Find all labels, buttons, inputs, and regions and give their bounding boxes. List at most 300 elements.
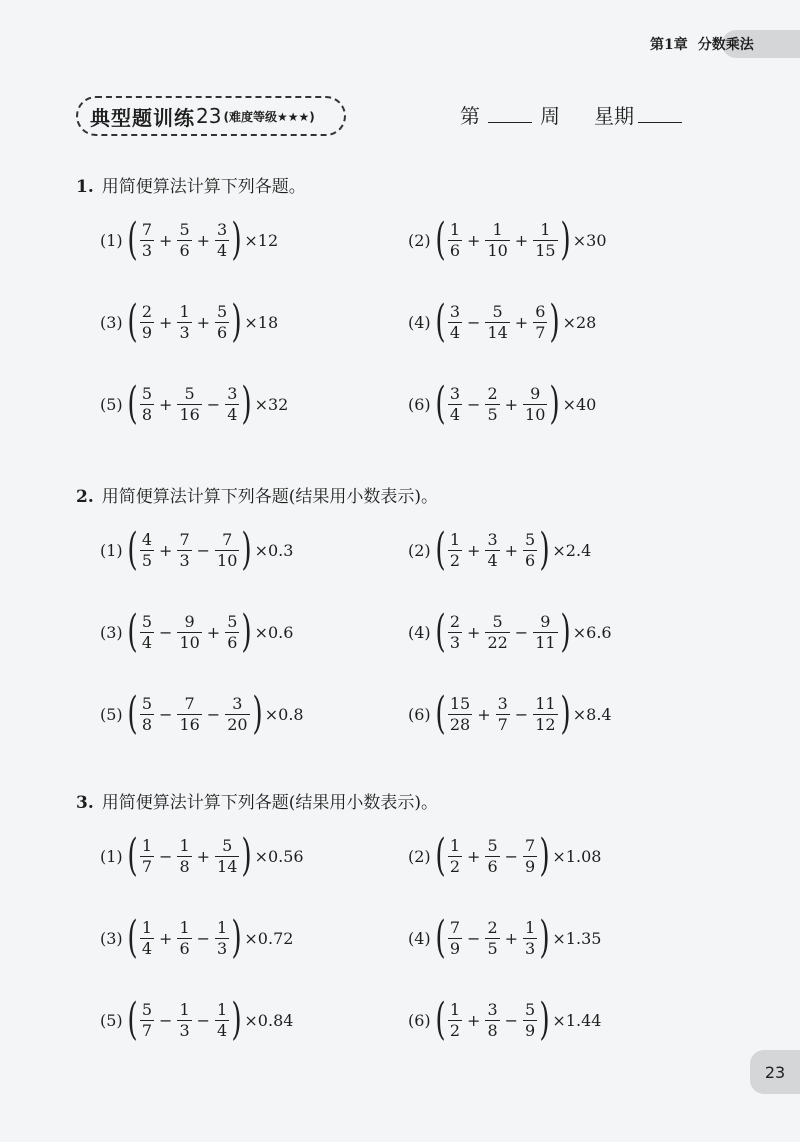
problem-label: (6) — [408, 704, 431, 724]
problem-label: (3) — [100, 928, 123, 948]
right-paren: ) — [241, 378, 253, 429]
numerator: 1 — [179, 999, 190, 1019]
numerator: 7 — [179, 529, 190, 549]
problem-item — [100, 525, 293, 575]
fraction — [140, 693, 154, 734]
numerator: 1 — [492, 219, 503, 239]
numerator: 1 — [141, 835, 153, 855]
left-paren: ( — [435, 912, 446, 963]
numerator: 1 — [179, 301, 190, 321]
denominator: 4 — [217, 1020, 228, 1040]
problem-label: (2) — [408, 846, 431, 866]
problem-item — [408, 607, 612, 657]
weekday-blank — [638, 102, 682, 123]
fraction — [177, 835, 191, 876]
question-text: 用简便算法计算下列各题(结果用小数表示)。 — [101, 487, 439, 507]
operator: + — [504, 928, 519, 948]
multiplier: ×1.35 — [552, 928, 602, 948]
denominator: 16 — [179, 404, 200, 424]
denominator: 7 — [497, 714, 508, 734]
multiplier: ×0.84 — [244, 1010, 294, 1030]
fraction — [533, 611, 557, 652]
operator: − — [159, 622, 173, 642]
operator: − — [196, 540, 211, 560]
chapter-label: 第1章 — [650, 37, 688, 53]
denominator: 4 — [449, 322, 461, 342]
problem-label: (4) — [408, 622, 431, 642]
numerator: 3 — [227, 383, 238, 403]
fraction — [523, 529, 537, 570]
numerator: 2 — [487, 917, 498, 937]
denominator: 2 — [449, 550, 461, 570]
multiplier: ×1.08 — [552, 846, 602, 866]
question-heading — [76, 788, 438, 813]
problem-label: (5) — [100, 704, 123, 724]
denominator: 10 — [179, 632, 200, 652]
problem-label: (6) — [408, 394, 431, 414]
multiplier: ×0.56 — [254, 846, 304, 866]
right-paren: ) — [241, 524, 253, 575]
operator: − — [467, 312, 481, 332]
section-label: 分数乘法 — [697, 37, 754, 53]
problem-item — [408, 379, 596, 429]
right-paren: ) — [539, 524, 550, 575]
denominator: 9 — [141, 322, 153, 342]
problem-label: (6) — [408, 1010, 431, 1030]
fraction — [448, 529, 462, 570]
problem-item — [408, 297, 596, 347]
fraction — [140, 529, 154, 570]
operator: + — [467, 230, 481, 250]
denominator: 2 — [449, 856, 461, 876]
denominator: 28 — [449, 714, 471, 734]
fraction — [533, 693, 557, 734]
numerator: 3 — [449, 301, 461, 321]
fraction — [177, 917, 191, 958]
operator: + — [514, 230, 529, 250]
problem-item — [100, 689, 304, 739]
problem-item — [408, 525, 591, 575]
numerator: 1 — [179, 835, 190, 855]
problem-label: (4) — [408, 928, 431, 948]
multiplier: ×40 — [562, 394, 597, 414]
denominator: 7 — [141, 1020, 153, 1040]
problem-item — [100, 379, 288, 429]
multiplier: ×0.72 — [244, 928, 294, 948]
denominator: 8 — [487, 1020, 498, 1040]
fraction — [448, 693, 472, 734]
week-blank — [488, 102, 532, 123]
question-number: 2. — [76, 487, 94, 507]
fraction — [485, 301, 509, 342]
denominator: 10 — [487, 240, 508, 260]
fraction — [140, 383, 154, 424]
numerator: 4 — [141, 529, 153, 549]
multiplier: ×32 — [254, 394, 289, 414]
fraction — [485, 917, 499, 958]
page-number: 23 — [750, 1050, 800, 1094]
denominator: 6 — [449, 240, 461, 260]
fraction — [448, 301, 462, 342]
numerator: 5 — [492, 301, 503, 321]
operator: − — [159, 846, 173, 866]
problem-label: (2) — [408, 540, 431, 560]
fraction — [448, 219, 462, 260]
fraction — [496, 693, 510, 734]
denominator: 10 — [525, 404, 546, 424]
numerator: 3 — [497, 693, 508, 713]
numerator: 1 — [449, 999, 461, 1019]
left-paren: ( — [435, 688, 446, 739]
problem-label: (3) — [100, 312, 123, 332]
denominator: 4 — [141, 938, 153, 958]
denominator: 9 — [449, 938, 461, 958]
difficulty-level: (难度等级★★★) — [223, 109, 315, 124]
problem-label: (1) — [100, 846, 123, 866]
numerator: 5 — [141, 693, 153, 713]
fraction — [533, 219, 557, 260]
numerator: 3 — [487, 529, 498, 549]
numerator: 5 — [141, 999, 153, 1019]
multiplier: ×30 — [572, 230, 607, 250]
fraction — [225, 693, 249, 734]
numerator: 5 — [179, 219, 190, 239]
denominator: 8 — [179, 856, 190, 876]
fraction — [448, 835, 462, 876]
exercise-number: 23 — [196, 104, 222, 128]
problem-item — [100, 607, 293, 657]
numerator: 5 — [217, 301, 228, 321]
numerator: 7 — [184, 693, 195, 713]
fraction — [225, 611, 239, 652]
problem-item — [100, 215, 278, 265]
numerator: 7 — [141, 219, 153, 239]
fraction — [215, 219, 229, 260]
numerator: 2 — [449, 611, 461, 631]
exercise-title-box — [76, 96, 346, 136]
fraction — [523, 835, 537, 876]
fraction — [140, 611, 154, 652]
operator: + — [159, 394, 173, 414]
denominator: 16 — [179, 714, 200, 734]
fraction — [177, 301, 191, 342]
denominator: 4 — [449, 404, 461, 424]
operator: − — [467, 928, 481, 948]
problem-item — [100, 831, 304, 881]
fraction — [448, 999, 462, 1040]
numerator: 1 — [449, 529, 461, 549]
denominator: 6 — [217, 322, 228, 342]
right-paren: ) — [549, 296, 561, 347]
problem-item — [100, 297, 278, 347]
right-paren: ) — [251, 688, 263, 739]
problem-label: (1) — [100, 540, 123, 560]
fraction — [140, 917, 154, 958]
fraction — [177, 383, 201, 424]
multiplier: ×2.4 — [552, 540, 592, 560]
numerator: 5 — [487, 835, 498, 855]
multiplier: ×18 — [244, 312, 279, 332]
multiplier: ×8.4 — [572, 704, 612, 724]
numerator: 5 — [525, 529, 536, 549]
numerator: 5 — [184, 383, 195, 403]
denominator: 9 — [525, 856, 536, 876]
numerator: 1 — [525, 917, 536, 937]
fraction — [448, 383, 462, 424]
denominator: 14 — [487, 322, 508, 342]
denominator: 4 — [487, 550, 498, 570]
operator: + — [514, 312, 529, 332]
numerator: 9 — [530, 383, 541, 403]
question-heading — [76, 482, 438, 507]
denominator: 10 — [217, 550, 238, 570]
numerator: 5 — [492, 611, 503, 631]
operator: − — [504, 846, 519, 866]
fraction — [485, 835, 499, 876]
chapter-header — [610, 30, 800, 58]
operator: − — [206, 704, 221, 724]
operator: + — [467, 622, 481, 642]
numerator: 7 — [222, 529, 233, 549]
left-paren: ( — [127, 524, 138, 575]
numerator: 7 — [525, 835, 536, 855]
denominator: 22 — [487, 632, 508, 652]
operator: + — [196, 230, 211, 250]
denominator: 3 — [449, 632, 461, 652]
operator: + — [467, 540, 481, 560]
multiplier: ×6.6 — [572, 622, 612, 642]
operator: + — [504, 394, 519, 414]
denominator: 6 — [179, 240, 190, 260]
operator: − — [467, 394, 481, 414]
operator: − — [206, 394, 221, 414]
operator: − — [514, 622, 529, 642]
operator: − — [196, 1010, 211, 1030]
denominator: 6 — [227, 632, 238, 652]
denominator: 7 — [535, 322, 546, 342]
denominator: 9 — [525, 1020, 536, 1040]
right-paren: ) — [241, 830, 253, 881]
fraction — [140, 999, 154, 1040]
right-paren: ) — [539, 830, 550, 881]
operator: + — [477, 704, 491, 724]
fraction — [140, 301, 154, 342]
numerator: 5 — [141, 383, 153, 403]
denominator: 14 — [217, 856, 238, 876]
problem-item — [408, 215, 607, 265]
left-paren: ( — [435, 296, 446, 347]
problem-item — [100, 913, 293, 963]
operator: + — [159, 928, 173, 948]
exercise-title: 典型题训练 — [90, 105, 195, 130]
fraction — [485, 611, 509, 652]
numerator: 2 — [141, 301, 153, 321]
numerator: 3 — [217, 219, 228, 239]
left-paren: ( — [127, 606, 138, 657]
denominator: 11 — [535, 632, 556, 652]
numerator: 1 — [540, 219, 551, 239]
left-paren: ( — [435, 830, 446, 881]
denominator: 3 — [141, 240, 153, 260]
multiplier: ×0.8 — [264, 704, 304, 724]
fraction — [485, 219, 509, 260]
numerator: 3 — [232, 693, 243, 713]
numerator: 1 — [217, 917, 228, 937]
operator: + — [467, 1010, 481, 1030]
numerator: 1 — [217, 999, 228, 1019]
multiplier: ×1.44 — [552, 1010, 602, 1030]
fraction — [177, 219, 191, 260]
right-paren: ) — [559, 214, 571, 265]
operator: + — [159, 540, 173, 560]
operator: + — [196, 846, 211, 866]
operator: − — [504, 1010, 519, 1030]
numerator: 1 — [449, 835, 461, 855]
denominator: 12 — [535, 714, 556, 734]
left-paren: ( — [127, 912, 138, 963]
fraction — [523, 999, 537, 1040]
left-paren: ( — [127, 214, 138, 265]
fraction — [485, 999, 499, 1040]
operator: − — [196, 928, 211, 948]
denominator: 4 — [227, 404, 238, 424]
numerator: 9 — [184, 611, 195, 631]
fraction — [215, 529, 239, 570]
multiplier: ×0.3 — [254, 540, 294, 560]
numerator: 3 — [487, 999, 498, 1019]
right-paren: ) — [539, 994, 550, 1045]
denominator: 4 — [217, 240, 228, 260]
problem-item — [100, 995, 293, 1045]
multiplier: ×0.6 — [254, 622, 294, 642]
right-paren: ) — [549, 378, 561, 429]
problem-item — [408, 831, 601, 881]
numerator: 1 — [141, 917, 153, 937]
question-number: 3. — [76, 793, 94, 813]
denominator: 2 — [449, 1020, 461, 1040]
operator: − — [159, 1010, 173, 1030]
right-paren: ) — [241, 606, 253, 657]
left-paren: ( — [127, 994, 138, 1045]
denominator: 5 — [141, 550, 153, 570]
fraction — [448, 917, 462, 958]
left-paren: ( — [435, 214, 446, 265]
problem-item — [408, 689, 612, 739]
denominator: 3 — [217, 938, 228, 958]
question-text: 用简便算法计算下列各题(结果用小数表示)。 — [101, 793, 439, 813]
fraction — [177, 529, 191, 570]
fraction — [177, 693, 201, 734]
problem-item — [408, 913, 601, 963]
left-paren: ( — [127, 830, 138, 881]
numerator: 15 — [449, 693, 471, 713]
left-paren: ( — [127, 688, 138, 739]
fraction — [523, 917, 537, 958]
fraction — [215, 835, 239, 876]
denominator: 7 — [141, 856, 153, 876]
problem-label: (1) — [100, 230, 123, 250]
numerator: 5 — [222, 835, 233, 855]
denominator: 4 — [141, 632, 153, 652]
problem-label: (3) — [100, 622, 123, 642]
numerator: 6 — [535, 301, 546, 321]
operator: + — [467, 846, 481, 866]
numerator: 1 — [179, 917, 190, 937]
right-paren: ) — [559, 606, 571, 657]
denominator: 5 — [487, 404, 498, 424]
denominator: 6 — [487, 856, 498, 876]
fraction — [215, 917, 229, 958]
week-suffix: 周 — [540, 104, 560, 128]
fraction — [523, 383, 547, 424]
question-text: 用简便算法计算下列各题。 — [101, 177, 306, 197]
numerator: 3 — [449, 383, 461, 403]
fraction — [485, 383, 499, 424]
operator: + — [159, 312, 173, 332]
problem-label: (5) — [100, 1010, 123, 1030]
denominator: 20 — [227, 714, 248, 734]
numerator: 5 — [141, 611, 153, 631]
numerator: 2 — [487, 383, 498, 403]
right-paren: ) — [231, 912, 242, 963]
fraction — [177, 999, 191, 1040]
fraction — [448, 611, 462, 652]
denominator: 8 — [141, 714, 153, 734]
left-paren: ( — [435, 378, 446, 429]
fraction — [140, 835, 154, 876]
numerator: 5 — [227, 611, 238, 631]
denominator: 8 — [141, 404, 153, 424]
denominator: 6 — [179, 938, 190, 958]
fraction — [215, 999, 229, 1040]
fraction — [215, 301, 229, 342]
denominator: 3 — [179, 1020, 190, 1040]
fraction — [533, 301, 547, 342]
denominator: 6 — [525, 550, 536, 570]
numerator: 9 — [540, 611, 551, 631]
right-paren: ) — [231, 296, 242, 347]
right-paren: ) — [231, 214, 242, 265]
operator: + — [206, 622, 221, 642]
problem-label: (4) — [408, 312, 431, 332]
numerator: 11 — [535, 693, 556, 713]
problem-item — [408, 995, 601, 1045]
fraction — [177, 611, 201, 652]
operator: + — [159, 230, 173, 250]
fraction — [225, 383, 239, 424]
problem-label: (5) — [100, 394, 123, 414]
operator: + — [504, 540, 519, 560]
operator: − — [514, 704, 529, 724]
right-paren: ) — [559, 688, 571, 739]
week-day-line — [460, 100, 682, 129]
left-paren: ( — [127, 378, 138, 429]
multiplier: ×28 — [562, 312, 597, 332]
denominator: 15 — [535, 240, 556, 260]
left-paren: ( — [435, 994, 446, 1045]
operator: + — [196, 312, 211, 332]
question-heading — [76, 172, 306, 197]
left-paren: ( — [435, 524, 446, 575]
denominator: 5 — [487, 938, 498, 958]
weekday-label: 星期 — [594, 104, 634, 128]
multiplier: ×12 — [244, 230, 279, 250]
fraction — [140, 219, 154, 260]
numerator: 1 — [449, 219, 461, 239]
problem-label: (2) — [408, 230, 431, 250]
left-paren: ( — [127, 296, 138, 347]
denominator: 3 — [525, 938, 536, 958]
